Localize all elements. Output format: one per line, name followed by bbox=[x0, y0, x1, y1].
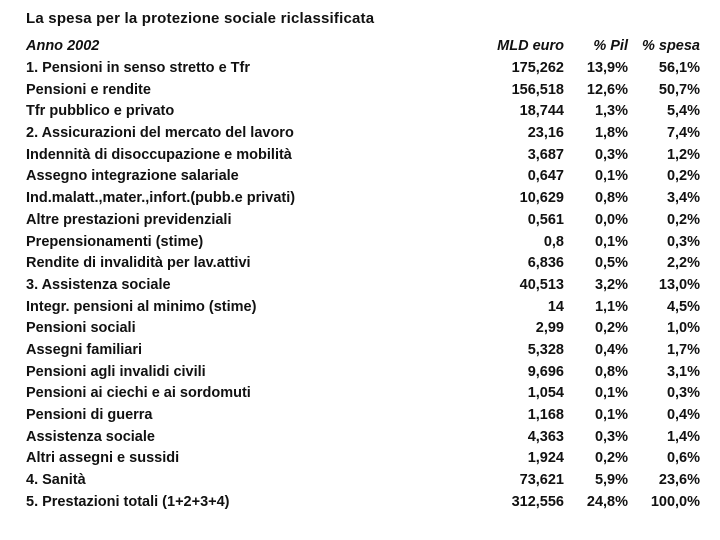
row-pct-pil: 0,5% bbox=[594, 255, 628, 272]
table-row bbox=[24, 361, 702, 383]
row-mld-euro: 0,647 bbox=[527, 168, 564, 185]
row-pct-pil: 12,6% bbox=[586, 81, 628, 98]
table-row bbox=[24, 296, 702, 318]
header-pct-spesa: % spesa bbox=[641, 38, 700, 55]
row-pct-spesa: 56,1% bbox=[658, 60, 700, 77]
table-row bbox=[24, 340, 702, 362]
row-pct-pil: 0,1% bbox=[594, 168, 628, 185]
row-pct-pil: 0,1% bbox=[594, 233, 628, 250]
row-label: 2. Assicurazioni del mercato del lavoro bbox=[26, 125, 294, 142]
table-row bbox=[24, 231, 702, 253]
row-label: Assegni familiari bbox=[26, 341, 143, 358]
row-pct-spesa: 100,0% bbox=[650, 493, 700, 510]
row-mld-euro: 10,629 bbox=[519, 190, 564, 207]
row-pct-spesa: 13,0% bbox=[658, 276, 700, 293]
row-pct-pil: 0,0% bbox=[594, 211, 628, 228]
row-pct-spesa: 0,3% bbox=[666, 233, 700, 250]
table-row bbox=[24, 318, 702, 340]
table-row bbox=[24, 448, 702, 470]
row-pct-pil: 1,3% bbox=[594, 103, 628, 120]
table-row bbox=[24, 58, 702, 80]
table-row bbox=[24, 166, 702, 188]
row-label: 3. Assistenza sociale bbox=[26, 276, 171, 293]
row-pct-spesa: 50,7% bbox=[658, 81, 700, 98]
row-label: Tfr pubblico e privato bbox=[26, 103, 175, 120]
row-label: Pensioni sociali bbox=[26, 320, 136, 337]
table-row bbox=[24, 426, 702, 448]
row-mld-euro: 3,687 bbox=[527, 146, 564, 163]
table-row bbox=[24, 470, 702, 492]
row-mld-euro: 9,696 bbox=[527, 363, 564, 380]
table-row bbox=[24, 79, 702, 101]
row-pct-pil: 0,3% bbox=[594, 146, 628, 163]
row-mld-euro: 23,16 bbox=[527, 125, 564, 142]
row-mld-euro: 0,8 bbox=[543, 233, 564, 250]
row-mld-euro: 156,518 bbox=[511, 81, 564, 98]
row-mld-euro: 0,561 bbox=[527, 211, 564, 228]
row-label: Rendite di invalidità per lav.attivi bbox=[26, 255, 251, 272]
row-mld-euro: 14 bbox=[547, 298, 564, 315]
row-label: Assistenza sociale bbox=[26, 428, 155, 445]
row-mld-euro: 175,262 bbox=[511, 60, 564, 77]
row-label: Altre prestazioni previdenziali bbox=[26, 211, 232, 228]
row-pct-pil: 0,4% bbox=[594, 341, 628, 358]
row-pct-pil: 0,1% bbox=[594, 407, 628, 424]
row-pct-spesa: 1,2% bbox=[666, 146, 700, 163]
row-pct-pil: 3,2% bbox=[594, 276, 628, 293]
row-pct-spesa: 5,4% bbox=[666, 103, 700, 120]
row-mld-euro: 6,836 bbox=[527, 255, 564, 272]
table-row bbox=[24, 275, 702, 297]
row-pct-spesa: 7,4% bbox=[666, 125, 700, 142]
row-pct-spesa: 0,2% bbox=[666, 211, 700, 228]
row-pct-pil: 13,9% bbox=[586, 60, 628, 77]
social-spending-table bbox=[24, 36, 702, 513]
table-body bbox=[24, 58, 702, 513]
row-pct-spesa: 0,3% bbox=[666, 385, 700, 402]
row-label: Ind.malatt.,mater.,infort.(pubb.e privati) bbox=[26, 190, 296, 207]
table-row bbox=[24, 101, 702, 123]
row-label: Integr. pensioni al minimo (stime) bbox=[26, 298, 257, 315]
row-mld-euro: 1,924 bbox=[527, 450, 564, 467]
row-pct-spesa: 1,4% bbox=[666, 428, 700, 445]
row-pct-pil: 0,8% bbox=[594, 363, 628, 380]
row-pct-spesa: 2,2% bbox=[666, 255, 700, 272]
row-pct-pil: 1,1% bbox=[594, 298, 628, 315]
row-pct-pil: 0,2% bbox=[594, 450, 628, 467]
row-mld-euro: 1,168 bbox=[527, 407, 564, 424]
row-label: Prepensionamenti (stime) bbox=[26, 233, 204, 250]
row-pct-pil: 5,9% bbox=[594, 472, 628, 489]
row-pct-pil: 24,8% bbox=[586, 493, 628, 510]
row-pct-spesa: 0,4% bbox=[666, 407, 700, 424]
table-row bbox=[24, 491, 702, 513]
header-year: Anno 2002 bbox=[26, 38, 100, 55]
row-mld-euro: 312,556 bbox=[511, 493, 564, 510]
row-mld-euro: 18,744 bbox=[519, 103, 564, 120]
row-label: Pensioni e rendite bbox=[26, 81, 151, 98]
table-row bbox=[24, 405, 702, 427]
row-label: Altri assegni e sussidi bbox=[26, 450, 180, 467]
row-pct-spesa: 0,6% bbox=[666, 450, 700, 467]
table-row bbox=[24, 123, 702, 145]
table-header-row bbox=[24, 36, 702, 58]
table-row bbox=[24, 144, 702, 166]
row-label: 5. Prestazioni totali (1+2+3+4) bbox=[26, 493, 230, 510]
row-pct-spesa: 1,7% bbox=[666, 341, 700, 358]
row-pct-spesa: 3,1% bbox=[666, 363, 700, 380]
row-mld-euro: 5,328 bbox=[527, 341, 564, 358]
row-label: 4. Sanità bbox=[26, 472, 86, 489]
row-mld-euro: 4,363 bbox=[527, 428, 564, 445]
row-pct-pil: 1,8% bbox=[594, 125, 628, 142]
row-pct-spesa: 4,5% bbox=[666, 298, 700, 315]
row-label: Indennità di disoccupazione e mobilità bbox=[26, 146, 292, 163]
table-row bbox=[24, 188, 702, 210]
row-label: Pensioni agli invalidi civili bbox=[26, 363, 206, 380]
row-pct-spesa: 0,2% bbox=[666, 168, 700, 185]
row-pct-pil: 0,2% bbox=[594, 320, 628, 337]
row-pct-pil: 0,1% bbox=[594, 385, 628, 402]
row-mld-euro: 73,621 bbox=[519, 472, 564, 489]
row-pct-spesa: 23,6% bbox=[658, 472, 700, 489]
row-label: Pensioni di guerra bbox=[26, 407, 153, 424]
row-pct-spesa: 3,4% bbox=[666, 190, 700, 207]
row-mld-euro: 1,054 bbox=[527, 385, 564, 402]
table-row bbox=[24, 253, 702, 275]
row-label: Assegno integrazione salariale bbox=[26, 168, 239, 185]
row-pct-spesa: 1,0% bbox=[666, 320, 700, 337]
row-label: Pensioni ai ciechi e ai sordomuti bbox=[26, 385, 251, 402]
row-mld-euro: 40,513 bbox=[519, 276, 564, 293]
row-label: 1. Pensioni in senso stretto e Tfr bbox=[26, 60, 250, 77]
table-title: La spesa per la protezione sociale riclassificata bbox=[26, 10, 375, 27]
row-pct-pil: 0,3% bbox=[594, 428, 628, 445]
header-mld-euro: MLD euro bbox=[497, 38, 564, 55]
row-pct-pil: 0,8% bbox=[594, 190, 628, 207]
table-row bbox=[24, 383, 702, 405]
row-mld-euro: 2,99 bbox=[535, 320, 564, 337]
table-row bbox=[24, 210, 702, 232]
header-pct-pil: % Pil bbox=[593, 38, 628, 55]
